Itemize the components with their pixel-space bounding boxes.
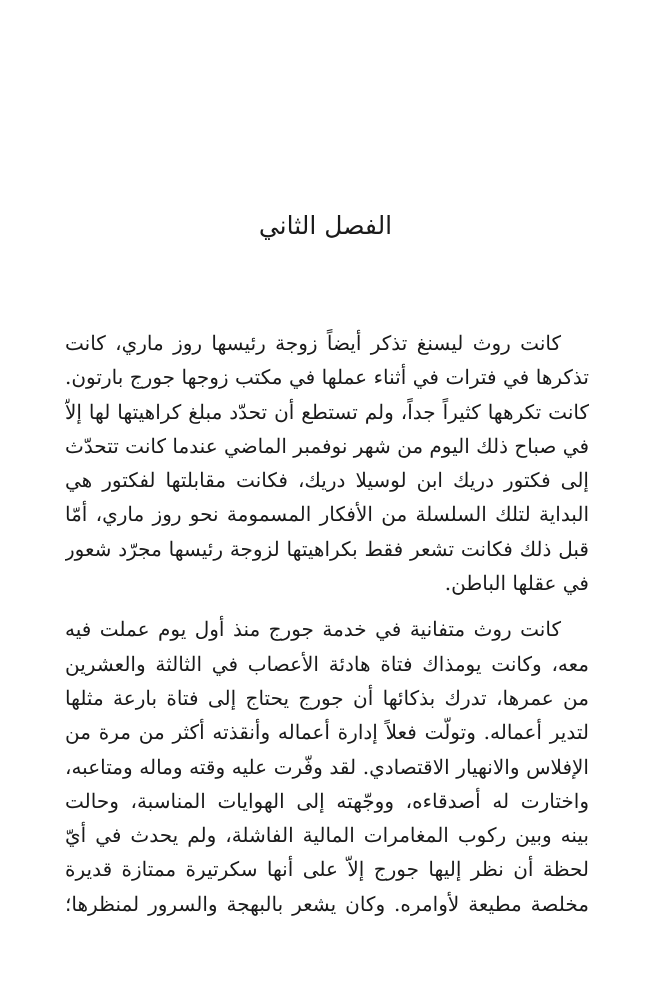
text-line: لتدير أعماله. وتولّت فعلاً إدارة أعماله وأنقذته أكثر من مرة من bbox=[65, 720, 589, 745]
text-line: إلى فكتور دريك ابن لوسيلا دريك، فكانت مقابلتها لفكتور هي bbox=[65, 468, 589, 493]
paragraph bbox=[65, 326, 589, 600]
text-line: كانت روث متفانية في خدمة جورج منذ أول يوم عملت فيه bbox=[65, 617, 561, 642]
text-line: مخلصة مطيعة لأوامره. وكان يشعر بالبهجة والسرور لمنظرها؛ bbox=[65, 891, 589, 916]
chapter-body bbox=[65, 326, 589, 921]
text-line: بينه وبين ركوب المغامرات المالية الفاشلة، ولم يحدث في أيّ bbox=[65, 823, 589, 848]
text-line: كانت روث ليسنغ تذكر أيضاً زوجة رئيسها روز ماري، كانت bbox=[65, 331, 561, 355]
text-line: الإفلاس والانهيار الاقتصادي. لقد وفّرت عليه وقته وماله ومتاعبه، bbox=[65, 754, 589, 779]
text-line: من عمرها، تدرك بذكائها أن جورج يحتاج إلى فتاة بارعة مثلها bbox=[65, 685, 589, 710]
text-line: معه، وكانت يومذاك فتاة هادئة الأعصاب في الثالثة والعشرين bbox=[65, 651, 589, 676]
text-line: في عقلها الباطن. bbox=[444, 571, 589, 596]
text-line: في صباح ذلك اليوم من شهر نوفمبر الماضي عندما كانت تتحدّث bbox=[65, 433, 589, 458]
text-line: تذكرها في فترات في أثناء عملها في مكتب زوجها جورج بارتون. bbox=[65, 365, 589, 390]
text-line: واختارت له أصدقاءه، ووجّهته إلى الهوايات المناسبة، وحالت bbox=[65, 788, 589, 813]
paragraph-spacer bbox=[65, 600, 589, 612]
text-line: البداية لتلك السلسلة من الأفكار المسمومة نحو روز ماري، أمّا bbox=[65, 502, 589, 527]
text-line: كانت تكرهها كثيراً جداً، ولم تستطع أن تحدّد مبلغ كراهيتها لها إلاّ bbox=[65, 399, 589, 424]
text-line: لحظة أن نظر إليها جورج إلاّ على أنها سكرتيرة ممتازة قديرة bbox=[65, 857, 589, 882]
paragraph bbox=[65, 612, 589, 921]
chapter-title: الفصل الثاني bbox=[258, 211, 393, 240]
text-line: قبل ذلك فكانت تشعر فقط بكراهيتها لزوجة رئيسها مجرّد شعور bbox=[65, 536, 589, 561]
